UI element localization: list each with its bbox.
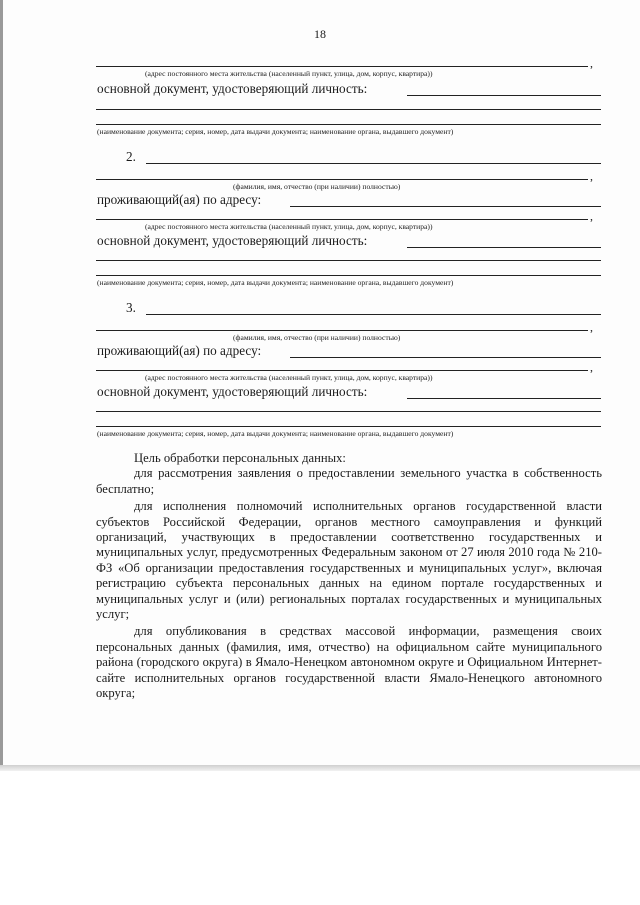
page-number: 18: [314, 27, 326, 41]
document-caption: (наименование документа; серия, номер, дата выдачи документа; наименование органа, выдавшего документ): [97, 127, 454, 136]
id-document-line: [407, 247, 601, 248]
id-document-line: [96, 260, 601, 261]
fio-line: [146, 163, 601, 164]
id-document-line: [407, 95, 601, 96]
address-line: [96, 219, 588, 220]
address-caption: (адрес постоянного места жительства (населенный пункт, улица, дом, корпус, квартира)): [145, 222, 433, 231]
address-line: [290, 206, 601, 207]
address-line: [290, 357, 601, 358]
scan-edge: [0, 0, 3, 768]
address-caption: (адрес постоянного места жительства (населенный пункт, улица, дом, корпус, квартира)): [145, 69, 433, 78]
id-document-line: [96, 275, 601, 276]
residing-label: проживающий(ая) по адресу:: [97, 343, 262, 358]
page-bottom-edge: [0, 765, 640, 771]
fio-caption: (фамилия, имя, отчество (при наличии) полностью): [233, 182, 401, 191]
comma: ,: [590, 320, 593, 334]
purpose-item: для исполнения полномочий исполнительных органов государственной власти субъектов Российской Федерации, органов местного самоуправления и функций организаций, участвующих в предоставлении соответственно государственных и муниципальных услуг, предусмотренных Федеральным законом от 27 июля 2010 года № 210-ФЗ «Об организации предоставления государственных и муниципальных услуг», включая регистрацию субъекта персональных данных на едином портале государственных и муниципальных услуг и (или) региональных порталах государственных и муниципальных услуг;: [96, 499, 602, 622]
id-document-line: [96, 426, 601, 427]
comma: ,: [590, 209, 593, 223]
fio-line: [96, 179, 588, 180]
purposes-section: [96, 451, 602, 702]
address-line: [96, 370, 588, 371]
entry-number: 2.: [126, 149, 136, 164]
document-caption: (наименование документа; серия, номер, дата выдачи документа; наименование органа, выдавшего документ): [97, 429, 454, 438]
id-document-line: [407, 398, 601, 399]
document-caption: (наименование документа; серия, номер, дата выдачи документа; наименование органа, выдавшего документ): [97, 278, 454, 287]
fio-line: [146, 314, 601, 315]
address-caption: (адрес постоянного места жительства (населенный пункт, улица, дом, корпус, квартира)): [145, 373, 433, 382]
entry-number: 3.: [126, 300, 136, 315]
id-document-label: основной документ, удостоверяющий личность:: [97, 81, 368, 96]
id-document-line: [96, 411, 601, 412]
purposes-heading: Цель обработки персональных данных:: [134, 451, 346, 465]
id-document-label: основной документ, удостоверяющий личность:: [97, 233, 368, 248]
id-document-line: [96, 109, 601, 110]
residing-label: проживающий(ая) по адресу:: [97, 192, 262, 207]
comma: ,: [590, 169, 593, 183]
fio-caption: (фамилия, имя, отчество (при наличии) полностью): [233, 333, 401, 342]
address-line: [96, 66, 588, 67]
id-document-line: [96, 124, 601, 125]
id-document-label: основной документ, удостоверяющий личность:: [97, 384, 368, 399]
purpose-item: для опубликования в средствах массовой информации, размещения своих персональных данных (фамилия, имя, отчество) на официальном сайте муниципального района (городского округа) в Ямало-Ненецком автономном округе и Официальном Интернет-сайте исполнительных органов государственной власти Ямало-Ненецкого автономного округа;: [96, 624, 602, 701]
comma: ,: [590, 56, 593, 70]
comma: ,: [590, 360, 593, 374]
fio-line: [96, 330, 588, 331]
purpose-item: для рассмотрения заявления о предоставлении земельного участка в собственность бесплатно;: [96, 466, 602, 496]
